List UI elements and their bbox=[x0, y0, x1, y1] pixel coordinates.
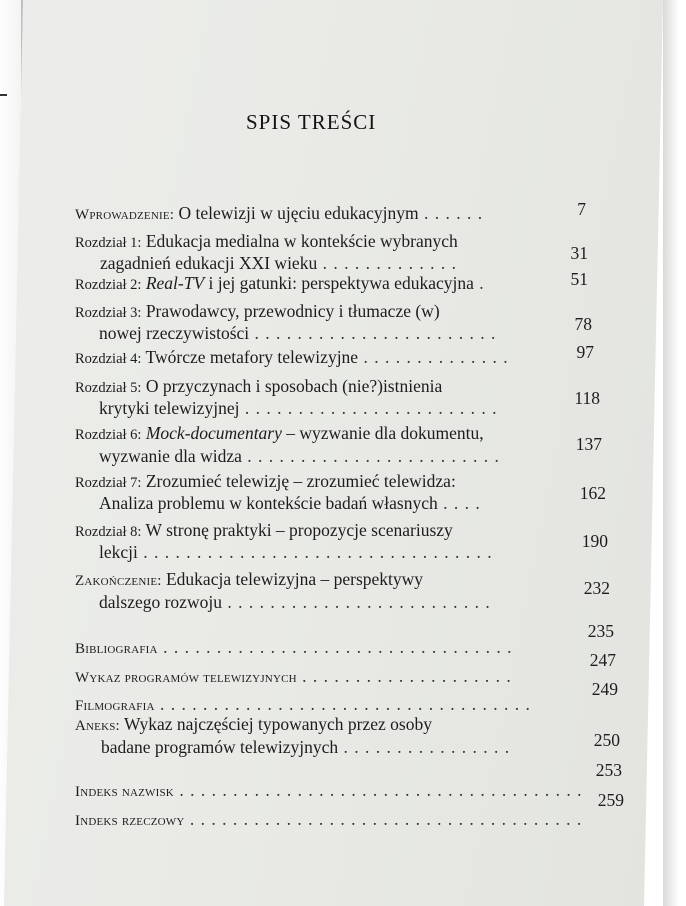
entry-title-italic: Mock-documentary bbox=[145, 423, 282, 443]
page-number: 78 bbox=[574, 314, 592, 334]
entry-leader-dots: . . . . bbox=[437, 493, 481, 513]
toc-entry-name-index bbox=[75, 780, 582, 803]
toc-entry-chapter-3 bbox=[75, 301, 440, 324]
toc-entry-chapter-1 bbox=[75, 231, 458, 254]
entry-title: W stronę praktyki – propozycje scenariuszy bbox=[141, 520, 453, 540]
entry-leader-dots: . . . . . . . . . . . . . . . . . . . . . . . . bbox=[241, 446, 500, 466]
entry-label: Wprowadzenie: bbox=[75, 207, 175, 223]
toc-entry-chapter-8-line-2 bbox=[99, 542, 493, 563]
toc-entry-conclusion bbox=[75, 569, 423, 592]
page-number: 97 bbox=[576, 342, 594, 362]
entry-leader-dots: . . . . . . . . . . . . . . . . . . . . . . . . . . . . . . . . . . . . . bbox=[184, 809, 583, 829]
chapter-prefix: Rozdział 5: bbox=[75, 380, 142, 396]
entry-title: Wykaz programów telewizyjnych bbox=[75, 670, 297, 686]
entry-title: Indeks nazwisk bbox=[75, 784, 174, 800]
chapter-prefix: Rozdział 8: bbox=[75, 524, 142, 540]
page-number: 137 bbox=[575, 434, 602, 454]
entry-title-continued: Analiza problemu w kontekście badań własnych bbox=[99, 493, 438, 513]
entry-title-continued: dalszego rozwoju bbox=[99, 592, 222, 612]
entry-title: O przyczynach i sposobach (nie?)istnienia bbox=[141, 376, 443, 396]
entry-title: i jej gatunki: perspektywa edukacyjna bbox=[204, 273, 474, 293]
toc-entry-chapter-6-line-2 bbox=[99, 446, 500, 467]
entry-title: Bibliografia bbox=[75, 641, 158, 657]
entry-title-continued: badane programów telewizyjnych bbox=[101, 737, 339, 757]
entry-title: Prawodawcy, przewodnicy i tłumacze (w) bbox=[141, 301, 440, 321]
chapter-prefix: Rozdział 2: bbox=[75, 277, 142, 293]
entry-title: O telewizji w ujęciu edukacyjnym bbox=[174, 203, 419, 223]
page-number: 7 bbox=[577, 199, 586, 219]
toc-entry-chapter-1-line-2 bbox=[100, 253, 457, 274]
page-title: SPIS TREŚCI bbox=[246, 110, 377, 134]
page-number: 190 bbox=[581, 531, 608, 551]
toc-entry-chapter-3-line-2 bbox=[99, 323, 496, 344]
entry-title: Edukacja medialna w kontekście wybranych bbox=[141, 231, 458, 251]
toc-entry-chapter-5-line-2 bbox=[99, 398, 497, 419]
chapter-prefix: Rozdział 4: bbox=[75, 351, 142, 367]
entry-leader-dots: . . . . . . . . . . . . . . . . . . . . . . . . . . . . . . . . . bbox=[157, 637, 513, 657]
entry-leader-dots: . . . . . . . . . . . . . . . . . . . . . . . . bbox=[239, 398, 498, 418]
entry-title-italic: Real-TV bbox=[145, 273, 205, 293]
entry-leader-dots: . . . . . . . . . . . . . . . . . . . . . . . . . . . . . . . . . . . bbox=[154, 694, 531, 714]
entry-title: Indeks rzeczowy bbox=[75, 813, 185, 829]
toc-entry-chapter-6 bbox=[75, 423, 484, 446]
toc-entry-conclusion-line-2 bbox=[99, 592, 491, 613]
page-number: 51 bbox=[570, 269, 588, 289]
chapter-prefix: Rozdział 6: bbox=[75, 427, 142, 443]
toc-entry-chapter-7 bbox=[75, 471, 456, 494]
page-number: 162 bbox=[579, 483, 606, 503]
toc-entry-subject-index bbox=[75, 809, 582, 832]
toc-entry-chapter-2 bbox=[75, 273, 485, 296]
entry-leader-dots: . . . . . . . . . . . . . . . . bbox=[338, 737, 511, 757]
toc-entry-chapter-4 bbox=[75, 347, 509, 370]
chapter-prefix: Rozdział 1: bbox=[75, 235, 142, 251]
entry-title: Zrozumieć telewizję – zrozumieć telewidza: bbox=[141, 471, 456, 491]
page-number: 235 bbox=[587, 621, 614, 641]
toc-entry-bibliography bbox=[75, 637, 512, 660]
toc-entry-chapter-7-line-2 bbox=[99, 493, 481, 514]
chapter-prefix: Rozdział 7: bbox=[75, 475, 142, 491]
entry-title-continued: lekcji bbox=[99, 542, 138, 562]
page-number: 259 bbox=[597, 790, 624, 810]
entry-label: Zakończenie: bbox=[75, 573, 162, 589]
toc-entry-annex bbox=[75, 714, 432, 737]
toc-entry-introduction bbox=[75, 203, 483, 226]
entry-leader-dots: . . . . . . . . . . . . . . . . . . . . . . . . . . . . . . . . . . . . . . bbox=[173, 780, 583, 800]
entry-title-continued: wyzwanie dla widza bbox=[99, 446, 242, 466]
toc-entry-chapter-5 bbox=[75, 376, 442, 399]
entry-label: Aneks: bbox=[75, 718, 120, 734]
entry-title: Filmografia bbox=[75, 698, 155, 714]
entry-leader-dots: . . . . . . . . . . . . . bbox=[317, 253, 457, 273]
toc-entry-annex-line-2 bbox=[101, 737, 510, 758]
chapter-prefix: Rozdział 3: bbox=[75, 305, 142, 321]
toc-entry-tv-programs-list bbox=[75, 666, 512, 689]
entry-leader-dots: . . . . . . bbox=[418, 203, 484, 223]
page-number: 249 bbox=[591, 679, 618, 699]
page-number: 118 bbox=[574, 388, 600, 408]
entry-title: – wyzwanie dla dokumentu, bbox=[281, 423, 484, 443]
page-number: 253 bbox=[595, 760, 622, 780]
entry-leader-dots: . . . . . . . . . . . . . . . . . . . . . . . . . . . . . . . . . bbox=[137, 542, 493, 562]
entry-leader-dots: . . . . . . . . . . . . . . . . . . . . . . . bbox=[249, 323, 497, 343]
entry-title-continued: krytyki telewizyjnej bbox=[99, 398, 240, 418]
entry-leader-dots: . bbox=[473, 273, 485, 293]
entry-title-continued: nowej rzeczywistości bbox=[99, 323, 250, 343]
page-number: 232 bbox=[583, 578, 610, 598]
entry-leader-dots: . . . . . . . . . . . . . . . . . . . . . . . . . bbox=[221, 592, 491, 612]
page-number: 247 bbox=[589, 650, 616, 670]
entry-leader-dots: . . . . . . . . . . . . . . bbox=[358, 347, 509, 367]
entry-title: Edukacja telewizyjna – perspektywy bbox=[161, 569, 424, 589]
entry-title: Twórcze metafory telewizyjne bbox=[141, 347, 359, 367]
page-number: 31 bbox=[570, 243, 588, 263]
entry-leader-dots: . . . . . . . . . . . . . . . . . . . . bbox=[296, 666, 512, 686]
entry-title-continued: zagadnień edukacji XXI wieku bbox=[100, 253, 318, 273]
entry-title: Wykaz najczęściej typowanych przez osoby bbox=[119, 714, 432, 734]
toc-entry-chapter-8 bbox=[75, 520, 453, 543]
page-number: 250 bbox=[593, 730, 620, 750]
